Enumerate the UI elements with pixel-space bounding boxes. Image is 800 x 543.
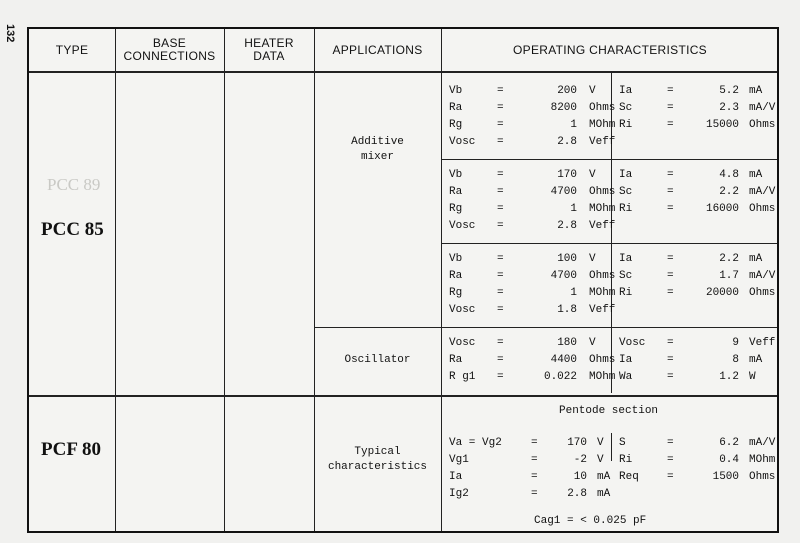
param-cell: 0.4 [719,454,739,466]
param-cell: Ohms [749,471,776,483]
param-cell: mA/V [749,186,776,198]
param-cell: 1500 [712,471,739,483]
param-cell: Veff [589,304,616,316]
row-rule [441,243,777,244]
col-divider [611,433,612,461]
param-cell: 100 [557,253,577,265]
param-cell: R g1 [449,371,476,383]
param-cell: = [667,354,674,366]
param-cell: = [667,186,674,198]
param-cell: Sc [619,102,633,114]
param-cell: V [589,253,596,265]
tube-table [27,27,779,533]
param-cell: 2.3 [719,102,739,114]
param-cell: = [497,220,504,232]
param-cell: Ra [449,270,463,282]
param-cell: Ia [619,354,633,366]
param-cell: = [667,102,674,114]
param-cell: Sc [619,270,633,282]
param-cell: Ig2 [449,488,469,500]
param-cell: = [497,102,504,114]
param-cell: Rg [449,119,463,131]
param-cell: Ohms [589,270,616,282]
param-cell: Vosc [449,304,476,316]
param-cell: 1.8 [557,304,577,316]
param-cell: = [497,186,504,198]
param-cell: Ri [619,454,633,466]
param-cell: 180 [557,337,577,349]
param-cell: = [667,454,674,466]
param-cell: mA/V [749,270,776,282]
param-cell: 1.2 [719,371,739,383]
param-cell: Vg1 [449,454,469,466]
row-rule [441,159,777,160]
param-cell: = [497,354,504,366]
param-cell: Ohms [589,102,616,114]
param-cell: mA [749,169,763,181]
type-pcf80: PCF 80 [41,439,101,460]
param-cell: = [667,437,674,449]
param-cell: = [497,119,504,131]
param-cell: Vosc [449,136,476,148]
header-applications: APPLICATIONS [332,42,423,57]
param-cell: Sc [619,186,633,198]
param-cell: mA [597,471,611,483]
page-number: 132 [4,24,16,43]
param-cell: 20000 [705,287,739,299]
param-cell: mA [749,253,763,265]
param-cell: 6.2 [719,437,739,449]
param-cell: V [589,85,596,97]
param-cell: 10 [573,471,587,483]
param-cell: = [497,270,504,282]
param-cell: Ia [449,471,463,483]
param-cell: 2.8 [567,488,587,500]
param-cell: Ra [449,186,463,198]
param-cell: Ia [619,85,633,97]
param-cell: Vosc [449,337,476,349]
param-cell: mA [749,85,763,97]
param-cell: Ia [619,169,633,181]
param-cell: 15000 [705,119,739,131]
param-cell: 8 [732,354,739,366]
capacitance-note: Cag1 = < 0.025 pF [534,515,647,527]
param-cell: Vosc [619,337,646,349]
param-cell: MOhm [589,371,616,383]
param-cell: Ia [619,253,633,265]
param-cell: V [597,437,604,449]
param-cell: 8200 [550,102,577,114]
param-cell: V [597,454,604,466]
param-cell: Rg [449,203,463,215]
param-cell: 170 [557,169,577,181]
param-cell: = [497,85,504,97]
param-cell: 5.2 [719,85,739,97]
param-cell: V [589,169,596,181]
param-cell: Ri [619,203,633,215]
type-pcc85: PCC 85 [41,219,104,240]
param-cell: 200 [557,85,577,97]
section-rule [29,395,777,397]
param-cell: Vosc [449,220,476,232]
app-typical: Typical characteristics [327,446,428,473]
param-cell: 2.2 [719,186,739,198]
param-cell: = [667,119,674,131]
param-cell: = [497,287,504,299]
param-cell: 9 [732,337,739,349]
param-cell: = [667,287,674,299]
param-cell: Veff [749,337,776,349]
param-cell: Veff [589,136,616,148]
param-cell: mA/V [749,437,776,449]
param-cell: Ohms [589,354,616,366]
param-cell: MOhm [749,454,776,466]
param-cell: 2.8 [557,220,577,232]
pentode-section-label: Pentode section [559,405,659,417]
param-cell: = [667,471,674,483]
param-cell: = [667,85,674,97]
col-divider [115,29,116,531]
col-divider [441,29,442,531]
param-cell: 1.7 [719,270,739,282]
header-operating: OPERATING CHARACTERISTICS [513,42,707,57]
param-cell: = [497,371,504,383]
param-cell: 1 [570,203,577,215]
param-cell: Ohms [749,287,776,299]
param-cell: = [667,337,674,349]
param-cell: = [497,136,504,148]
param-cell: Rg [449,287,463,299]
app-additive-mixer: Additive mixer [351,136,404,163]
param-cell: = [531,437,538,449]
param-cell: 0.022 [543,371,577,383]
param-cell: = [667,203,674,215]
param-cell: 4.8 [719,169,739,181]
param-cell: Wa [619,371,633,383]
param-cell: Ohms [749,119,776,131]
param-cell: 2.2 [719,253,739,265]
param-cell: = [497,253,504,265]
param-cell: = [667,253,674,265]
param-cell: 1 [570,287,577,299]
param-cell: 2.8 [557,136,577,148]
col-divider [224,29,225,531]
param-cell: mA [597,488,611,500]
ghost-text: PCC 89 [47,175,101,194]
param-cell: Vb [449,169,463,181]
param-cell: 16000 [705,203,739,215]
param-cell: = [497,304,504,316]
param-cell: Va = Vg2 [449,437,502,449]
param-cell: Ra [449,102,463,114]
row-rule [314,327,777,328]
param-cell: 4700 [550,270,577,282]
param-cell: = [667,169,674,181]
param-cell: -2 [573,454,587,466]
param-cell: Ri [619,287,633,299]
param-cell: Ri [619,119,633,131]
param-cell: = [497,337,504,349]
param-cell: = [667,270,674,282]
param-cell: mA [749,354,763,366]
param-cell: = [497,169,504,181]
param-cell: MOhm [589,287,616,299]
param-cell: = [667,371,674,383]
param-cell: 4400 [550,354,577,366]
param-cell: S [619,437,626,449]
header-base: BASE CONNECTIONS [123,36,216,63]
param-cell: MOhm [589,119,616,131]
param-cell: = [531,454,538,466]
param-cell: MOhm [589,203,616,215]
param-cell: Ohms [589,186,616,198]
header-type: TYPE [55,42,89,57]
param-cell: V [589,337,596,349]
param-cell: mA/V [749,102,776,114]
header-heater: HEATER DATA [244,36,294,63]
param-cell: = [531,488,538,500]
param-cell: Vb [449,253,463,265]
param-cell: Ohms [749,203,776,215]
param-cell: Req [619,471,639,483]
param-cell: W [749,371,756,383]
app-oscillator: Oscillator [344,354,411,366]
param-cell: 170 [567,437,587,449]
param-cell: 1 [570,119,577,131]
header-rule [29,71,777,73]
param-cell: = [497,203,504,215]
param-cell: Vb [449,85,463,97]
param-cell: Veff [589,220,616,232]
param-cell: 4700 [550,186,577,198]
param-cell: Ra [449,354,463,366]
param-cell: = [531,471,538,483]
